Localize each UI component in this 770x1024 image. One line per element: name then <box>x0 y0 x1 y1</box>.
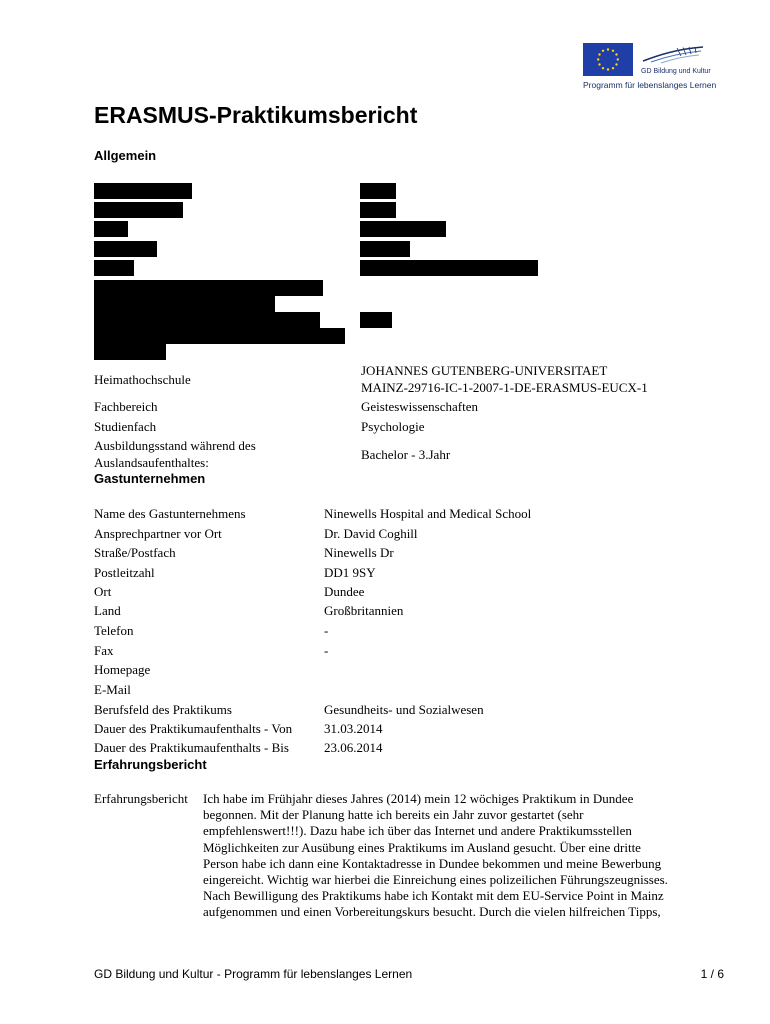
field-value-berufsfeld: Gesundheits- und Sozialwesen <box>324 702 484 717</box>
field-value-heimathochschule-line1: JOHANNES GUTENBERG-UNIVERSITAET <box>361 363 608 378</box>
field-value-dauer-von: 31.03.2014 <box>324 721 383 736</box>
text-line: empfehlenswert!!!). Dazu habe ich über das Internet und andere Praktikumsstellen <box>203 823 632 839</box>
field-label-land: Land <box>94 603 121 618</box>
field-label-dauer-bis: Dauer des Praktikumaufenthalts - Bis <box>94 740 289 755</box>
redaction-block <box>94 280 323 296</box>
field-label-homepage: Homepage <box>94 662 151 677</box>
text-line: aufgenommen und einen Vorbereitungskurs besucht. Durch die vielen hilfreichen Tipps, <box>203 904 661 920</box>
redaction-block <box>94 296 275 312</box>
text-line: Ich habe im Frühjahr dieses Jahres (2014) mein 12 wöchiges Praktikum in Dundee <box>203 791 634 806</box>
text-line: Möglichkeiten zur Ausübung eines Praktikums im Ausland gesucht. Über eine dritte <box>203 839 641 855</box>
text-line: Nach Bewilligung des Praktikums habe ich Kontakt mit dem EU-Service Point in Mainz <box>203 888 664 904</box>
field-label-ansprechpartner: Ansprechpartner vor Ort <box>94 526 222 541</box>
text-line: begonnen. Mit der Planung hatte ich bereits ein Jahr zuvor gestartet (sehr <box>203 807 584 823</box>
field-value-postleitzahl: DD1 9SY <box>324 565 376 580</box>
redaction-block <box>94 183 192 199</box>
field-label-gastunternehmen-name: Name des Gastunternehmens <box>94 506 246 521</box>
erfahrungsbericht-text <box>203 791 723 921</box>
redaction-block <box>94 221 128 237</box>
text-line: Person habe ich dann eine Kontaktadresse in Dundee bekommen und meine Bewerbung <box>203 855 662 871</box>
logo-subtitle: GD Bildung und Kultur <box>641 68 711 75</box>
redaction-block <box>360 312 392 328</box>
redaction-block <box>94 312 320 328</box>
field-label-ausbildungsstand-line2: Auslandsaufenthaltes: <box>94 455 209 470</box>
field-label-ausbildungsstand-line1: Ausbildungsstand während des <box>94 438 256 453</box>
redaction-block <box>94 202 183 218</box>
field-value-ansprechpartner: Dr. David Coghill <box>324 526 418 541</box>
field-value-telefon: - <box>324 623 329 638</box>
field-label-email: E-Mail <box>94 682 131 697</box>
field-label-erfahrungsbericht: Erfahrungsbericht <box>94 791 188 806</box>
field-label-fax: Fax <box>94 643 114 658</box>
field-label-dauer-von: Dauer des Praktikumaufenthalts - Von <box>94 721 293 736</box>
field-label-studienfach: Studienfach <box>94 419 157 434</box>
field-label-heimathochschule: Heimathochschule <box>94 372 191 387</box>
field-value-strasse: Ninewells Dr <box>324 545 394 560</box>
section-heading-gastunternehmen: Gastunternehmen <box>94 471 206 486</box>
redaction-block <box>94 260 134 276</box>
field-value-ort: Dundee <box>324 584 365 599</box>
field-value-fachbereich: Geisteswissenschaften <box>361 399 478 414</box>
page-number: 1 / 6 <box>700 967 724 981</box>
field-label-postleitzahl: Postleitzahl <box>94 565 155 580</box>
field-value-heimathochschule-line2: MAINZ-29716-IC-1-2007-1-DE-ERASMUS-EUCX-1 <box>361 380 648 395</box>
field-label-strasse: Straße/Postfach <box>94 545 176 560</box>
redaction-block <box>94 241 157 257</box>
field-value-fax: - <box>324 643 329 658</box>
field-label-telefon: Telefon <box>94 623 134 638</box>
section-heading-erfahrungsbericht: Erfahrungsbericht <box>94 757 207 772</box>
logo-program-line: Programm für lebenslanges Lernen <box>583 80 717 90</box>
lifelong-learning-logo-icon <box>641 45 705 65</box>
section-heading-allgemein: Allgemein <box>94 148 157 163</box>
field-value-land: Großbritannien <box>324 603 404 618</box>
eu-flag-icon <box>583 43 633 76</box>
page-title: ERASMUS-Praktikumsbericht <box>94 102 418 128</box>
field-value-ausbildungsstand: Bachelor - 3.Jahr <box>361 447 451 462</box>
field-value-gastunternehmen-name: Ninewells Hospital and Medical School <box>324 506 532 521</box>
header-logo <box>583 43 733 93</box>
redaction-block <box>360 183 396 199</box>
redaction-block <box>360 202 396 218</box>
field-label-berufsfeld: Berufsfeld des Praktikums <box>94 702 232 717</box>
field-value-dauer-bis: 23.06.2014 <box>324 740 383 755</box>
redaction-block <box>94 344 166 360</box>
field-value-studienfach: Psychologie <box>361 419 425 434</box>
field-label-ort: Ort <box>94 584 112 599</box>
redaction-block <box>94 328 345 344</box>
field-label-fachbereich: Fachbereich <box>94 399 158 414</box>
redaction-block <box>360 260 538 276</box>
redaction-block <box>360 241 410 257</box>
redaction-block <box>360 221 446 237</box>
text-line: eingereicht. Wichtig war hierbei die Einreichung eines polizeilichen Führungszeugnisses. <box>203 872 668 888</box>
footer-program-text: GD Bildung und Kultur - Programm für lebenslanges Lernen <box>94 967 413 981</box>
